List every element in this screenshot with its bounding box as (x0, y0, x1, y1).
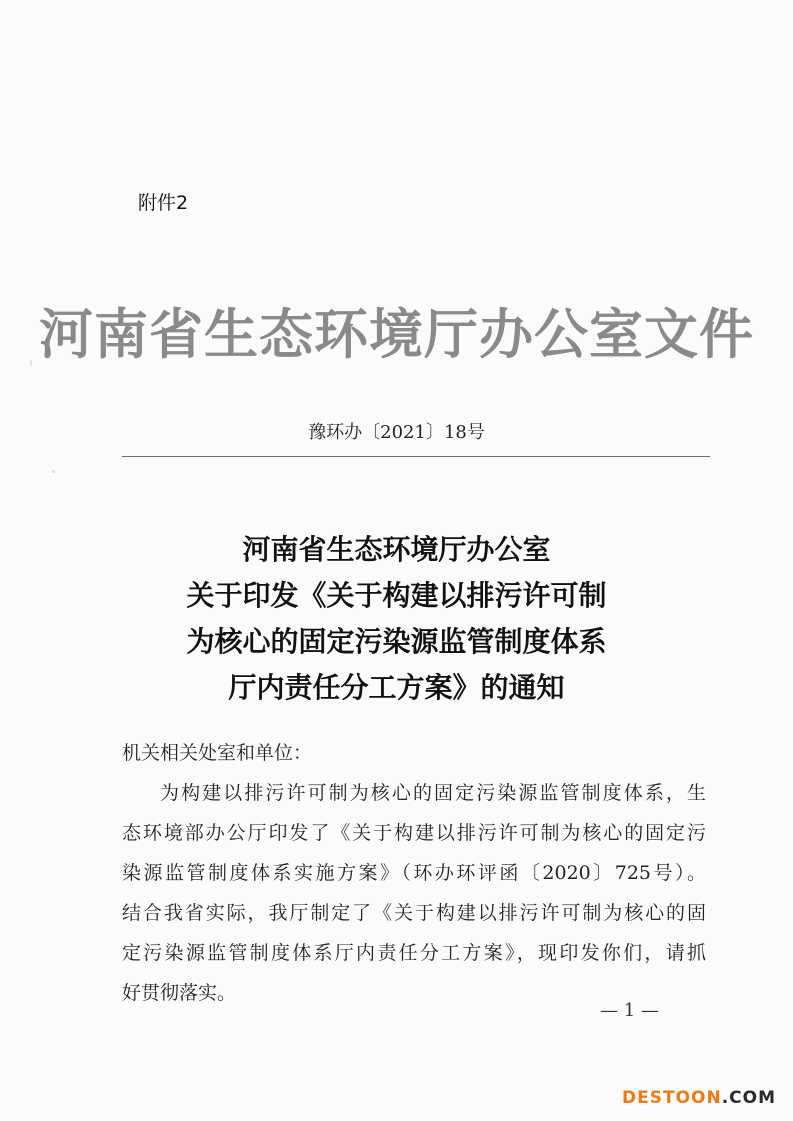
page-number: — 1 — (600, 1000, 659, 1021)
watermark-brand: DESTOON (622, 1088, 722, 1108)
site-watermark (622, 1088, 776, 1108)
header-divider (122, 456, 710, 457)
document-number: 豫环办〔2021〕18号 (308, 422, 485, 443)
document-title (0, 527, 793, 711)
attachment-label: 附件2 (138, 192, 189, 214)
salutation: 机关相关处室和单位： (122, 742, 313, 764)
body-line: 定污染源监管制度体系厅内责任分工方案》，现印发你们，请抓 (122, 942, 706, 964)
title-line: 关于印发《关于构建以排污许可制 (186, 579, 607, 612)
body-line: 好贯彻落实。 (122, 982, 237, 1004)
title-line: 河南省生态环境厅办公室 (242, 533, 551, 566)
title-line: 厅内责任分工方案》的通知 (228, 671, 565, 704)
body-line: 为构建以排污许可制为核心的固定污染源监管制度体系，生 (160, 782, 706, 804)
body-line: 态环境部办公厅印发了《关于构建以排污许可制为核心的固定污 (122, 822, 706, 844)
document-body (122, 733, 706, 1013)
title-line: 为核心的固定污染源监管制度体系 (186, 625, 607, 658)
document-masthead: 河南省生态环境厅办公室文件 (39, 302, 754, 366)
watermark-tld: .COM (721, 1088, 777, 1108)
body-line: 染源监管制度体系实施方案》（环办环评函〔2020〕725号）。 (122, 862, 706, 884)
scan-speck (52, 470, 55, 473)
body-line: 结合我省实际，我厅制定了《关于构建以排污许可制为核心的固 (122, 902, 706, 924)
